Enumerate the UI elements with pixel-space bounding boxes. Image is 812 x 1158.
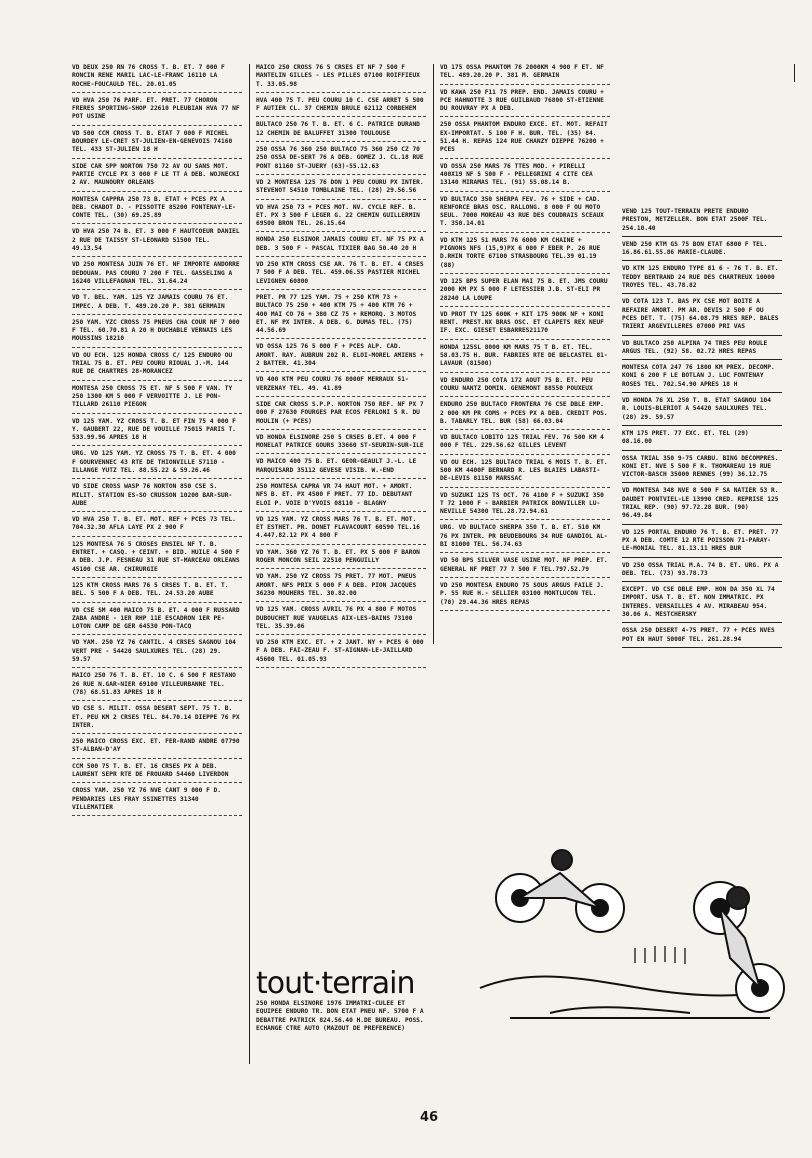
classified-ad: 250 OSSA PHANTOM ENDURO EXCE. ET. MOT. REFAIT EX-IMPORTAT. 5 100 F H. BUR. TEL. (35) 84. 51.44 H. REPAS 124 RUE CHANZY DIEPPE 76200 + PCES xyxy=(440,121,610,158)
classified-ad: 125 MONTESA 76 5 CROSES ENSIEL NF T. B. ENTRET. + CASQ. + CEINT. + BID. HUILE 4 500 F A DEB. J.P. FESNEAU 31 RUE ST-MARCEAU ORLEANS 45100 CSE AR. CHIRURGIE xyxy=(72,541,242,578)
classified-ad: 250 YAM. YZC CROSS 75 PNEUS CHA COUR NF 7 000 F TEL. 60.70.81 A 20 H DUCHABLE VERNAIS LES MOUSSINS 18210 xyxy=(72,319,242,348)
classified-ad: VD BULTACO LOBITO 125 TRIAL FEV. 76 500 KM 4 000 F TEL. 229.56.62 GILLES LEVENT xyxy=(440,434,610,455)
classified-ad: 250 OSSA 76 360 250 BULTACO 75 360 250 CZ 70 250 OSSA DE-SERT 76 A DEB. GOMEZ J. CL.18 RUE PONT 81160 ST-JUERY (63)-55.12.63 xyxy=(256,146,426,175)
classified-ad: OSSA TRIAL 350 9-75 CARBU. BING DECOMPRES. KONI ET. NVE 5 500 F R. THOMAREAU 19 RUE VICTOR-BASCH 35000 RENNES (99) 36.12.75 xyxy=(622,455,782,484)
classified-ad: VD OU ECH. 125 HONDA CROSS C/ 125 ENDURO OU TRIAL 75 B. ET. PEU COURU RIOUAL J.-M. 144 RUE DE CHARTRES 28-MORANCEZ xyxy=(72,352,242,381)
classified-ad: VD MONTESA 348 NVE 8 500 F SA NATIER 53 R. DAUDET PONTVIEL-LE 13990 CRED. REPRISE 125 TRIAL REP. (90) 97.72.28 BUR. (90) 96.49.84 xyxy=(622,487,782,524)
classified-ad: VD OU ECH. 125 BULTACO TRIAL 6 MOIS T. B. ET. 500 KM 4400F BERNARD R. LES BLAIES LABASTI-DE-LEVIS 81150 MARSSAC xyxy=(440,459,610,488)
classified-ad: VD 125 YAM. YZ CROSS T. B. ET FIN 75 4 000 F Y. GAUBERT 22, RUE DE VOUILLE 75015 PARIS T. 533.99.96 APRES 18 H xyxy=(72,418,242,447)
classified-ad: VD KTM 125 51 MARS 76 6000 KM CHAINE + PIGNONS NFS (15,9)PX 6 000 F EBER P. 26 RUE D.RHIN TORTE 67100 STRASBOURG TEL.39 01.19 (88) xyxy=(440,237,610,274)
classified-ad: 250 MONTESA CAPRA VR 74 HAUT MOT. + AMORT. NFS B. ET. PX 4500 F PRET. 77 ID. DEBUTANT ELOI P. VOIE D'YVOIS 08110 - BLAGNY xyxy=(256,483,426,512)
classified-ad: BULTACO 250 76 T. B. ET. 6 C. PATRICE DURAND 12 CHEMIN DE BALUFFET 31300 TOULOUSE xyxy=(256,121,426,142)
classifieds-column-4 xyxy=(622,208,782,652)
classified-ad: VD HONDA 76 XL 250 T. B. ETAT SAGNOU 104 R. LOUIS-BLERIOT A 54420 SAULXURES TEL. (28) 29. 59.57 xyxy=(622,397,782,426)
classified-ad: VD COTA 123 T. BAS PX CSE MOT BOITE A REFAIRE AMORT. PM AR. DEVIS 2 500 F OU PCES DET. T. (75) 64.08.79 HRES REP. BALES TRIERI ARGEVILLERES 07000 PRI VAS xyxy=(622,298,782,335)
classified-ad: VD OSSA 125 76 5 000 F + PCES ALP. CAD. AMORT. RAY. AUBRUN 202 R. ELOI-MOREL AMIENS + 2 BATTER. 41.304 xyxy=(256,343,426,372)
classified-ad: URG. VD BULTACO SHERPA 350 T. B. ET. 510 KM 76 PX INTER. PR BEUDEBOURG 34 RUE GANDIOL AL-BI 81000 TEL. 56.74.63 xyxy=(440,524,610,553)
classified-ad: VD HONDA ELSINORE 250 5 CRSES B.ET. 4 000 F MONELAT PATRICE GOURS 33660 ST-SEURIN-SUR-ILE xyxy=(256,434,426,455)
classified-ad: VD CSE S. MILIT. OSSA DESERT SEPT. 75 T. B. ET. PEU KM 2 CRSES TEL. 84.70.14 DIEPPE 76 PX INTER. xyxy=(72,705,242,734)
classifieds-column-1 xyxy=(72,64,242,820)
classified-ad: VD BULTACO 350 SHERPA FEV. 76 + SIDE + CAD. RENFORCE BRAS OSC. RALLONG. 8 000 F OU MOTO SEUL. 7000 MOREAU 43 RUE DES COUDRAIS SCEAUX T. 350.14.01 xyxy=(440,196,610,233)
classifieds-column-3 xyxy=(440,64,610,615)
classified-ad: VEND 250 KTM GS 75 BON ETAT 6800 F TEL. 16.86.61.55.86 MARIE-CLAUDE. xyxy=(622,241,782,262)
classified-ad: VD YAM. 250 YZ 76 CANTIL. 4 CRSES SAGNOU 104 VERT PRE - 54420 SAULXURES TEL. (28) 29. 59.57 xyxy=(72,639,242,668)
classified-ad: VD 250 MONTESA ENDURO 75 SOUS ARGUS FAILE J. P. 55 RUE H.- SELLIER 03100 MONTLUCON TEL. (70) 29.44.36 HRES REPAS xyxy=(440,582,610,611)
classified-ad: VD YAM. 250 YZ CROSS 75 PRET. 77 MOT. PNEUS AMORT. NFS PRIX 5 000 F A DEB. PION JACQUES 36230 MOUHERS TEL. 30.82.00 xyxy=(256,573,426,602)
classified-ad: VD KAWA 250 F11 75 PREP. END. JAMAIS COURU + PCE HAHNOTTE 3 RUE GUILBAUD 76800 ST-ETIENNE DU ROUVRAY PX A DEB. xyxy=(440,89,610,118)
classified-ad: MONTESA COTA 247 76 1800 KM PREX. DECOMP. KONI 6 200 F LE BOTLAN J. LUC FONTENAY ROSES TEL. 702.54.90 APRES 18 H xyxy=(622,364,782,393)
classified-ad: 250 MAICO CROSS EXC. ET. FER-RAND ANDRE 07790 ST-ALBAN-D'AY xyxy=(72,738,242,759)
classified-ad: VD CSE SM 400 MAICO 75 B. ET. 4 000 F RUSSARD ZABA ANDRE - 1ER RHP 11E ESCADRON 1ER PE-LOTON CAMP DE GER 64530 PON-TACQ xyxy=(72,607,242,636)
classified-ad: VD BULTACO 250 ALPINA 74 TRES PEU ROULE ARGUS TEL. (92) 58. 02.72 HRES REPAS xyxy=(622,340,782,361)
classified-ad: VD HVA 250 74 B. ET. 3 000 F HAUTCOEUR DANIEL 2 RUE DE TAISSY ST-LEONARD 51500 TEL. 49.13.54 xyxy=(72,228,242,257)
page-number: 46 xyxy=(420,1110,439,1125)
classified-ad: VD DEUX 250 RN 76 CROSS T. B. ET. 7 000 F RONCIN RENE MARIL LAC-LE-FRANC 16110 LA ROCHE-FOUCAULD TEL. 20.01.05 xyxy=(72,64,242,93)
classified-ad: CROSS YAM. 250 YZ 76 NVE CANT 9 000 F D. PENDARIES LES FRAY SSINETTES 31340 VILLEMATIER xyxy=(72,787,242,816)
column-rule-1 xyxy=(249,64,250,1064)
classified-ad: VEND 125 TOUT-TERRAIN PRETE ENDURO PRESTON, METZELLER. BON ETAT 2500F TEL. 254.10.40 xyxy=(622,208,782,237)
classified-ad: VD 250 KTM CROSS CSE AR. 76 T. B. ET. 4 CRSES 7 500 F A DEB. TEL. 459.06.55 PASTIER MICHEL LEVIGNEN 60800 xyxy=(256,261,426,290)
classified-ad: MONTESA CAPPRA 250 73 B. ETAT + PCES PX A DEB. CHABOT D. - PISSOTTE 85200 FONTENAY-LE-CONTE TEL. (30) 69.25.89 xyxy=(72,196,242,225)
column-rule-3 xyxy=(794,64,795,82)
classified-ad: 125 KTM CROSS MARS 76 5 CRSES T. B. ET. T. BEL. 5 500 F A DEB. TEL. 24.53.20 AUBE xyxy=(72,582,242,603)
classified-ad: KTM 175 PRET. 77 EXC. ET. TEL (29) 08.16.00 xyxy=(622,430,782,451)
classified-ad: ENDURO 250 BULTACO FRONTERA 76 CSE DBLE EMP. 2 000 KM PR COMS + PCES PX A DEB. CREDIT POS. B. TABARLY TEL. BUR (58) 66.03.04 xyxy=(440,401,610,430)
classified-ad: MONTESA 250 CROSS 75 ET. NF 5 500 F VAN. TY 250 1300 KM 5 000 F VERVOITTE J. LE PON-TILLARD 26110 PIEGON xyxy=(72,385,242,414)
classified-ad: VD 125 YAM. YZ CROSS MARS 76 T. B. ET. MOT. ET ESTHET. PR. DONET FLAVACOURT 60590 TEL.16 4.447.82.12 PX 4 800 F xyxy=(256,516,426,545)
classified-ad: VD ENDURO 250 COTA 172 AOUT 75 B. ET. PEU COURU NANTZ DOMIN. GENEMONT 88550 POUXEUX xyxy=(440,377,610,398)
column-rule-2 xyxy=(433,64,434,644)
classified-ad: VD 250 OSSA TRIAL M.A. 74 B. ET. URG. PX A DEB. TEL. (73) 93.78.73 xyxy=(622,562,782,583)
classified-ad: PRET. PR 77 125 YAM. 75 + 250 KTM 73 + BULTACO 75 250 + 400 KTM 75 + 400 KTM 76 + 400 MAI CO 76 + 380 CZ 75 + REMORQ. 3 MOTOS ET. NF PX INTER. A DEB. G. DUMAS TEL. (75) 44.56.69 xyxy=(256,294,426,339)
classified-ad: HVA 400 75 T. PEU COURU 10 C. CSE ARRET 5 500 F AUTIER CL. 37 CHEMIN BRULE 62112 CORBEHEM xyxy=(256,97,426,118)
classified-ad: VD 175 OSSA PHANTOM 76 2000KM 4 900 F ET. NF TEL. 489.20.20 P. 381 M. GERMAIN xyxy=(440,64,610,85)
classified-ad: SIDE CAR CROSS S.P.P. NORTON 750 REF. NF PX 7 000 F 27630 FOURGES PAR ECOS FERLONI 5 R. DU MOULIN (+ PCES) xyxy=(256,401,426,430)
classified-ad: VD 50 BPS SILVER VASE USINE MOT. NF PREP. ET. GENERAL NF PRET 77 7 500 F TEL.797.52.79 xyxy=(440,557,610,578)
classified-ad: VD PROT TY 125 600K + KIT 175 900K NF + KONI RENT. PREST.NX BRAS OSC. ET CLAPETS REX NEUF IF. EXC. GIESET ESBARRES21170 xyxy=(440,311,610,340)
classified-ad: VD HVA 250 76 PARF. ET. PRET. 77 CHORON FRERES SPORTING-SHOP 22610 PLEUBIAN HVA 77 NF POT USINE xyxy=(72,97,242,126)
classified-ad: VD 125 BPS SUPER ELAN MAI 75 B. ET. JMS COURU 2000 KM PX 5 000 F LETESSIER J.B. ST-ELI PR 28240 LA LOUPE xyxy=(440,278,610,307)
classified-ad: URG. VD 125 YAM. YZ CROSS 75 T. B. ET. 4 000 F GOURVENNEC 43 RTE DE THIONVILLE 57110 - ILLANGE YUTZ TEL. 88.55.22 & 59.26.46 xyxy=(72,450,242,479)
classified-ad: VD HVA 250 T. B. ET. MOT. REF + PCES 73 TEL. 704.32.30 AFLA LAYE PX 2 900 F xyxy=(72,516,242,537)
classified-ad: VD 125 YAM. CROSS AVRIL 76 PX 4 800 F MOTOS DUBOUCHET RUE VAUGELAS AIX-LES-BAINS 73100 TEL. 35.39.06 xyxy=(256,606,426,635)
classified-ad: VD 500 CCM CROSS T. B. ETAT 7 000 F MICHEL BOURDEY LE-CRET ST-JULIEN-EN-GENEVOIS 74160 TEL. 433 ST-JULIEN 18 H xyxy=(72,130,242,159)
tout-terrain-logo: tout·terrain xyxy=(256,966,415,1001)
classified-ad: VD 2 MONTESA 125 76 DON 1 PEU COURU PX INTER. STEVENOT 54510 TOMBLAINE TEL. (28) 29.56.56 xyxy=(256,179,426,200)
classified-ad: VD SUZUKI 125 TS OCT. 76 4100 F + SUZUKI 350 T 72 1000 F - BARBIER PATRICK BONVILLER LU-NEVILLE 54300 TEL.28.72.94.61 xyxy=(440,492,610,521)
classified-ad: VD HVA 250 73 + PCES MOT. NV. CYCLE REF. B. ET. PX 3 500 F LEGER G. 22 CHEMIN GUILLERMIN 69500 BRON TEL. 26.15.64 xyxy=(256,204,426,233)
classified-ad: SIDE CAR SPP NORTON 750 72 AV OU SANS MOT. PARTIE CYCLE PX 3 000 F LE TT A DEB. WOJNECKI 2 AV. MAUNOURY ORLEANS xyxy=(72,163,242,192)
classified-ad: CCM 500 75 T. B. ET. 16 CRSES PX A DEB. LAURENT SEPR RTE DE FROUARD 54460 LIVERDON xyxy=(72,763,242,784)
classified-ad: MAICO 250 CROSS 76 5 CRSES ET NF 7 500 F MANTELIN GILLES - LES PILLES 07100 ROIFFIEUX T. 33.05.98 xyxy=(256,64,426,93)
classified-ad: MAICO 250 76 T. B. ET. 10 C. 6 500 F RESTANO 26 RUE N.GAR-NIER 69100 VILLEURBANNE TEL. (78) 68.51.83 APRES 18 H xyxy=(72,672,242,701)
classified-ad: VD 250 KTM EXC. ET. + 2 JANT. NY + PCES 6 000 F A DEB. FAI-ZEAU F. ST-AIGNAN-LE-JAILLARD 45600 TEL. 01.05.93 xyxy=(256,639,426,668)
classified-ad: VD T. BEL. YAM. 125 YZ JAMAIS COURU 76 ET. IMPEC. A DEB. T. 489.20.20 P. 381 GERMAIN xyxy=(72,294,242,315)
classified-ad: VD YAM. 360 YZ 76 T. B. ET. PX 5 000 F BARON ROGER MONCON SEIL 22510 PENGUILLY xyxy=(256,549,426,570)
classified-ad: VD OSSA 250 MARS 76 TTES MOD. + PIRELLI 400X19 NF 5 500 F - PELLEGRINI 4 CITE CEA 13140 MIRAMAS TEL. (91) 55.08.14 B. xyxy=(440,163,610,192)
classified-ad: VD 400 KTM PEU COURU 76 8000F MERRAUX 51-VERZENAY TEL. 49. 41.89 xyxy=(256,376,426,397)
classified-ad: VD SIDE CROSS WASP 76 NORTON 850 CSE S. MILIT. STATION ES-SO CRUSSON 10200 BAR-SUR-AUBE xyxy=(72,483,242,512)
classified-ad: VD KTM 125 ENDURO TYPE 81 6 - 76 T. B. ET. TEDDY BERTRAND 24 RUE DES CHARTREUX 10000 TROYES TEL. 43.78.82 xyxy=(622,265,782,294)
classified-ad: VD 125 PORTAL ENDURO 76 T. B. ET. PRET. 77 PX A DEB. COMTE 12 RTE POISSON 71-PARAY-LE-MONIAL TEL. 81.13.11 HRES BUR xyxy=(622,529,782,558)
classified-ad: EXCEPT. VD CSE DBLE EMP. HON DA 350 XL 74 IMPORT. USA T. B. ET. NON IMMATRIC. PX INTERES. VERSAILLES 4 AV. MIRABEAU 954. 30.06 A. MESTCHERSKY xyxy=(622,586,782,623)
classified-ad: HONDA 250 ELSINOR JAMAIS COURU ET. NF 75 PX A DEB. 3 500 F - PASCAL TIXIER BAG 50.40 20 H xyxy=(256,236,426,257)
classified-ad: OSSA 250 DESERT 4-75 PRET. 77 + PCES NVES POT EN HAUT 5000F TEL. 261.28.94 xyxy=(622,627,782,648)
honda-elsinore-ad: 250 HONDA ELSINORE 1976 IMMATRI-CULEE ET EQUIPEE ENDURO TR. BON ETAT PNEU NF. 5700 F A DEBATTRE PATRICK 824.56.40 H.DE BUREAU. POSS. ECHANGE CTRE AUTO (MAZOUT DE PREFERENCE) xyxy=(256,1000,424,1032)
classifieds-column-2 xyxy=(256,64,426,672)
classified-ad: VD MAICO 400 75 B. ET. GEOR-GEAULT J.-L. LE MARQUISARD 35112 GEVESE VISIB. W.-END xyxy=(256,458,426,479)
motocross-cartoon-illustration xyxy=(470,838,788,1038)
classified-ad: VD 250 MONTESA JUIN 76 ET. NF IMPORTE ANDORRE DEDOUAN. PAS COURU 7 200 F TEL. GASSELING A 16240 VILLEFAGNAN TEL. 31.64.24 xyxy=(72,261,242,290)
classified-ad: HONDA 125SL 8000 KM MARS 75 T B. ET. TEL. 58.03.75 H. BUR. FABRIES RTE DE BELCASTEL 81-LAVAUR (81500) xyxy=(440,344,610,373)
